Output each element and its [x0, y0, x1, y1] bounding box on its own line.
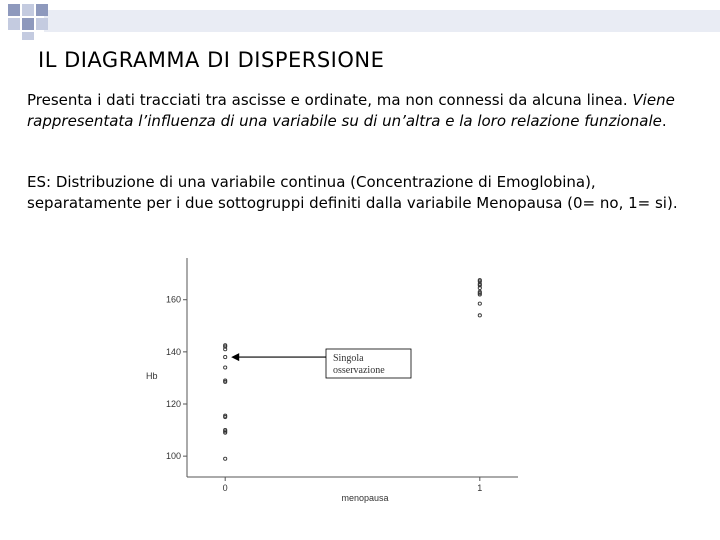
annotation-line-2: osservazione — [333, 365, 385, 376]
header-band — [44, 10, 720, 32]
x-axis-label: menopausa — [341, 493, 389, 503]
data-point-group-0 — [224, 355, 227, 358]
description-normal-text: Presenta i dati tracciati tra ascisse e ordinate, ma non connessi da alcuna linea. — [27, 91, 628, 109]
header-square — [8, 4, 20, 16]
y-tick-label: 160 — [165, 294, 181, 305]
header-decoration — [0, 0, 720, 40]
y-tick-label: 100 — [165, 451, 181, 462]
y-tick-label: 140 — [165, 346, 181, 357]
y-ticks — [166, 295, 187, 461]
annotation-line-1: Singola — [333, 353, 364, 364]
header-square — [36, 18, 48, 30]
annotation — [231, 349, 411, 378]
header-square — [22, 18, 34, 30]
x-tick-label: 0 — [222, 483, 228, 493]
description-italic-text: Viene rappresentata l’influenza di una variabile su di un’altra e la loro relazione funzionale — [27, 91, 675, 130]
data-point-group-1 — [478, 302, 481, 305]
data-point-group-1 — [478, 314, 481, 317]
header-square — [36, 4, 48, 16]
example-paragraph: ES: Distribuzione di una variabile continua (Concentrazione di Emoglobina), separatamente per i due sottogruppi definiti dalla variabile Menopausa (0= no, 1= si). — [27, 173, 678, 212]
header-square — [8, 18, 20, 30]
header-square — [22, 32, 34, 40]
data-point-group-0 — [224, 366, 227, 369]
y-tick-label: 120 — [165, 399, 181, 409]
y-axis-label: Hb — [146, 371, 158, 381]
description-end: . — [661, 112, 667, 130]
header-square — [22, 4, 34, 16]
scatter-chart — [140, 255, 520, 505]
data-point-group-0 — [224, 457, 227, 460]
annotation-arrowhead — [231, 353, 239, 361]
description-paragraph — [27, 90, 707, 132]
x-tick-label: 1 — [477, 483, 483, 493]
slide-title: IL DIAGRAMMA DI DISPERSIONE — [38, 48, 385, 72]
x-ticks — [223, 477, 483, 493]
